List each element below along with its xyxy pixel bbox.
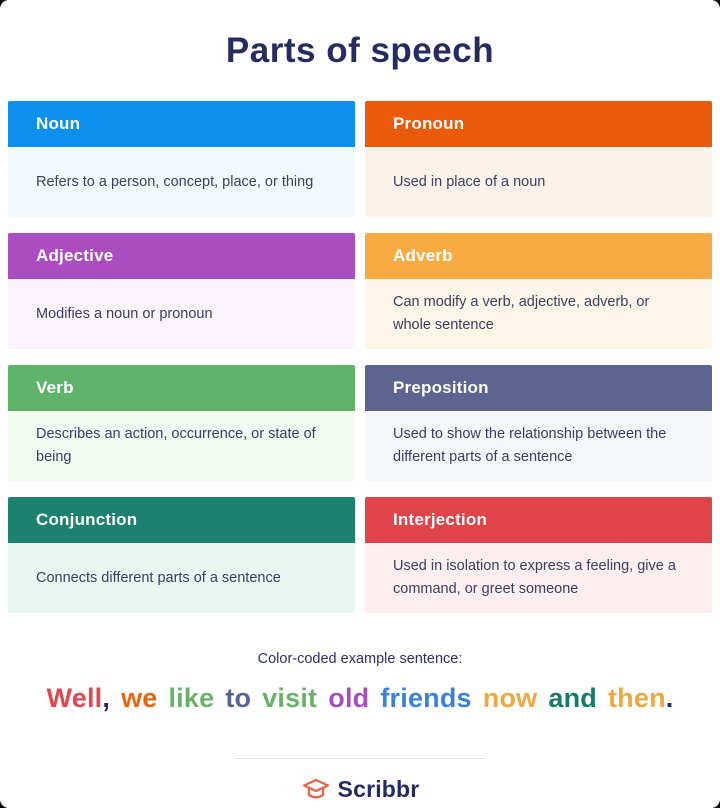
card-adjective-description: Modifies a noun or pronoun [8, 279, 355, 349]
card-preposition-description: Used to show the relationship between the different parts of a sentence [365, 411, 712, 481]
card-verb-header: Verb [8, 365, 355, 411]
card-interjection-description: Used in isolation to express a feeling, give a command, or greet someone [365, 543, 712, 613]
card-noun [8, 101, 355, 217]
sentence-word-preposition: to [225, 683, 252, 713]
brand-wordmark: Scribbr [337, 776, 420, 802]
footer-divider [235, 758, 485, 759]
example-sentence-label: Color-coded example sentence: [257, 651, 463, 667]
card-pronoun [365, 101, 712, 217]
sentence-word-conjunction: and [548, 683, 597, 713]
card-pronoun-header: Pronoun [365, 101, 712, 147]
card-adverb-description: Can modify a verb, adjective, adverb, or whole sentence [365, 279, 712, 349]
card-noun-description: Refers to a person, concept, place, or thing [8, 147, 355, 217]
card-conjunction-description: Connects different parts of a sentence [8, 543, 355, 613]
sentence-word-adjective: old [328, 683, 370, 713]
scribbr-logo-icon [301, 777, 331, 803]
sentence-word-verb: like [168, 683, 215, 713]
card-noun-header: Noun [8, 101, 355, 147]
card-adverb-header: Adverb [365, 233, 712, 279]
card-interjection [365, 497, 712, 613]
sentence-word-noun: friends [380, 683, 472, 713]
card-pronoun-description: Used in place of a noun [365, 147, 712, 217]
sentence-word-verb-2: visit [262, 683, 318, 713]
card-preposition [365, 365, 712, 481]
card-adjective-header: Adjective [8, 233, 355, 279]
sentence-word-adverb: now [482, 683, 538, 713]
page-title: Parts of speech [225, 31, 495, 70]
card-conjunction [8, 497, 355, 613]
sentence-word-pronoun: we [121, 683, 158, 713]
sentence-word-interjection: Well [46, 683, 103, 713]
sentence-period: . [665, 683, 674, 713]
sentence-word-adverb-2: then [607, 683, 666, 713]
card-adverb [365, 233, 712, 349]
card-adjective [8, 233, 355, 349]
card-conjunction-header: Conjunction [8, 497, 355, 543]
parts-of-speech-grid [8, 101, 712, 613]
card-interjection-header: Interjection [365, 497, 712, 543]
brand-footer [0, 776, 720, 803]
color-coded-sentence [0, 683, 720, 714]
card-preposition-header: Preposition [365, 365, 712, 411]
card-verb [8, 365, 355, 481]
card-verb-description: Describes an action, occurrence, or state of being [8, 411, 355, 481]
sentence-comma: , [102, 683, 111, 713]
